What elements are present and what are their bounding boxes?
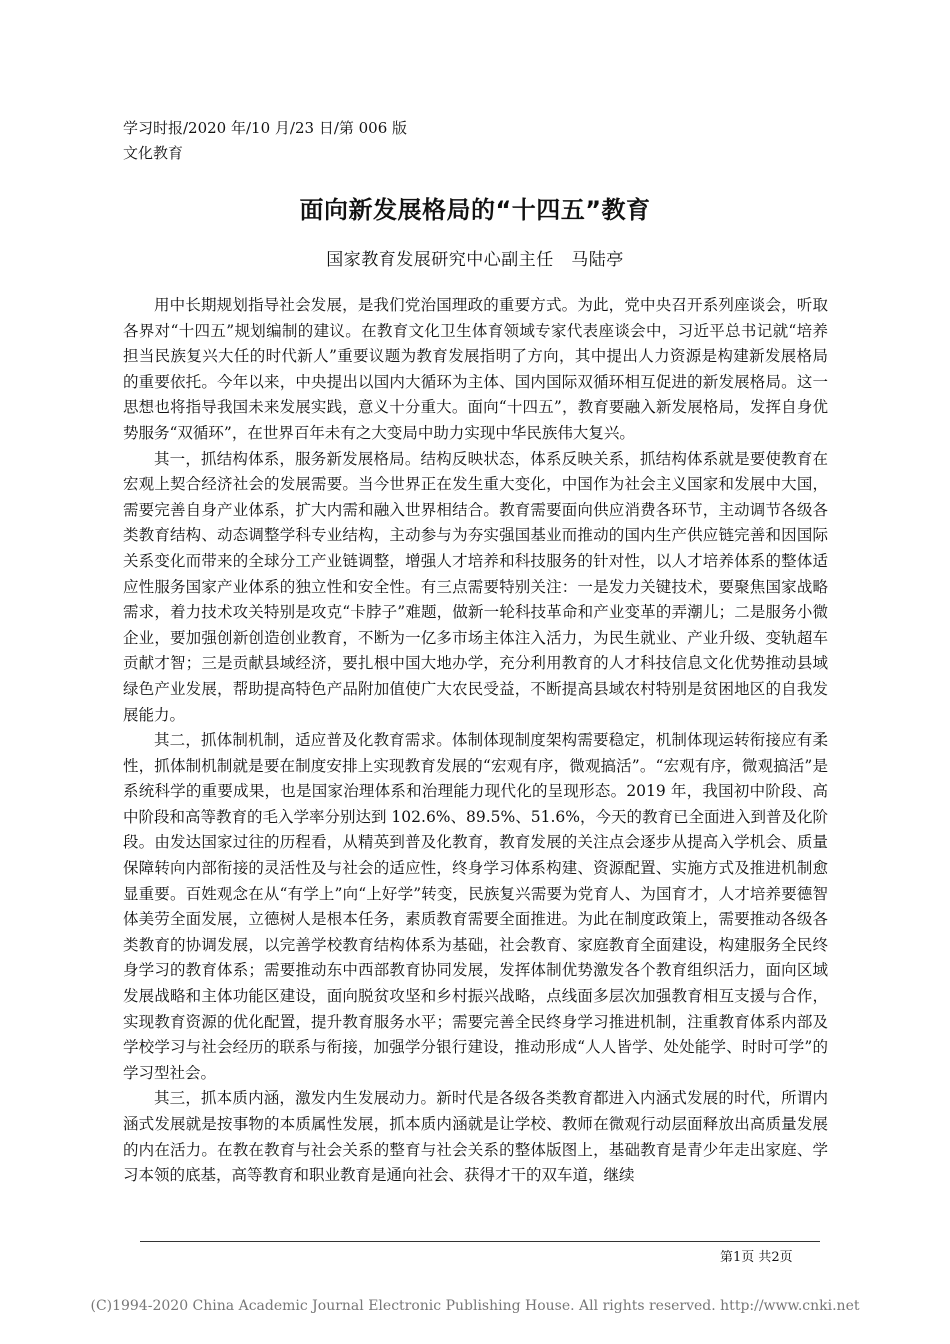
source-line: 学习时报/2020 年/10 月/23 日/第 006 版 [123, 119, 408, 137]
footer-divider [140, 1241, 820, 1242]
paragraph: 其一，抓结构体系，服务新发展格局。结构反映状态，体系反映关系，抓结构体系就是要使教育在宏观上契合经济社会的发展需要。当今世界正在发生重大变化，中国作为社会主义国家和发展中大国，需要完善自身产业体系，扩大内需和融入世界相结合。教育需要面向供应消费各环节，主动调节各级各类教育结构、动态调整学科专业结构，主动参与为夯实强国基业而推动的国内生产供应链完善和因国际关系变化而带来的全球分工产业链调整，增强人才培养和科技服务的针对性，以人才培养体系的整体适应性服务国家产业体系的独立性和安全性。有三点需要特别关注：一是发力关键技术，要聚焦国家战略需求，着力技术攻关特别是攻克“卡脖子”难题，做新一轮科技革命和产业变革的弄潮儿；二是服务小微企业，要加强创新创造创业教育，不断为一亿多市场主体注入活力，为民生就业、产业升级、变轨超车贡献才智；三是贡献县域经济，要扎根中国大地办学，充分利用教育的人才科技信息文化优势推动县域绿色产业发展，帮助提高特色产品附加值使广大农民受益，不断提高县域农村特别是贫困地区的自我发展能力。 [123, 449, 828, 724]
paragraph: 用中长期规划指导社会发展，是我们党治国理政的重要方式。为此，党中央召开系列座谈会，听取各界对“十四五”规划编制的建议。在教育文化卫生体育领域专家代表座谈会中，习近平总书记就“培养担当民族复兴大任的时代新人”重要议题为教育发展指明了方向，其中提出人力资源是构建新发展格局的重要依托。今年以来，中央提出以国内大循环为主体、国内国际双循环相互促进的新发展格局。这一思想也将指导我国未来发展实践，意义十分重大。面向“十四五”，教育要融入新发展格局，发挥自身优势服务“双循环”，在世界百年未有之大变局中助力实现中华民族伟大复兴。 [123, 296, 828, 442]
article-body [123, 293, 828, 1189]
publication-info [123, 116, 407, 166]
page-indicator: 第1页 共2页 [720, 1250, 793, 1265]
paragraph: 其三，抓本质内涵，激发内生发展动力。新时代是各级各类教育都进入内涵式发展的时代，所谓内涵式发展就是按事物的本质属性发展，抓本质内涵就是让学校、教师在微观行动层面释放出高质量发展的内在活力。在教在教育与社会关系的整育与社会关系的整体版图上，基础教育是青少年走出家庭、学习本领的底基，高等教育和职业教育是通向社会、获得才干的双车道，继续 [123, 1089, 828, 1185]
article-author: 国家教育发展研究中心副主任 马陆亭 [326, 250, 624, 270]
paragraph: 其二，抓体制机制，适应普及化教育需求。体制体现制度架构需要稳定，机制体现运转衔接应有柔性，抓体制机制就是要在制度安排上实现教育发展的“宏观有序，微观搞活”。“宏观有序，微观搞活”是系统科学的重要成果，也是国家治理体系和治理能力现代化的呈现形态。2019 年，我国初中阶段、高中阶段和高等教育的毛入学率分别达到 102.6%、89.5%、51.6%，今天的教育已全面进入到普及化阶段。由发达国家过往的历程看，从精英到普及化教育，教育发展的关注点会逐步从提高入学机会、质量保障转向内部衔接的灵活性及与社会的适应性，终身学习体系构建、资源配置、实施方式及推进机制愈显重要。百姓观念在从“有学上”向“上好学”转变，民族复兴需要为党育人、为国育才，人才培养要德智体美劳全面发展，立德树人是根本任务，素质教育需要全面推进。为此在制度政策上，需要推动各级各类教育的协调发展，以完善学校教育结构体系为基础，社会教育、家庭教育全面建设，构建服务全民终身学习的教育体系；需要推动东中西部教育协同发展，发挥体制优势激发各个教育组织活力，面向区域发展战略和主体功能区建设，面向脱贫攻坚和乡村振兴战略，点线面多层次加强教育相互支援与合作，实现教育资源的优化配置，提升教育服务水平；需要完善全民终身学习推进机制，注重教育体系内部及学校学习与社会经历的联系与衔接，加强学分银行建设，推动形成“人人皆学、处处能学、时时可学”的学习型社会。 [123, 731, 829, 1082]
section-label: 文化教育 [123, 144, 184, 162]
article-title: 面向新发展格局的“十四五”教育 [299, 196, 651, 224]
copyright-notice: (C)1994-2020 China Academic Journal Electronic Publishing House. All rights reserved. http://www.cnki.net [90, 1298, 860, 1314]
